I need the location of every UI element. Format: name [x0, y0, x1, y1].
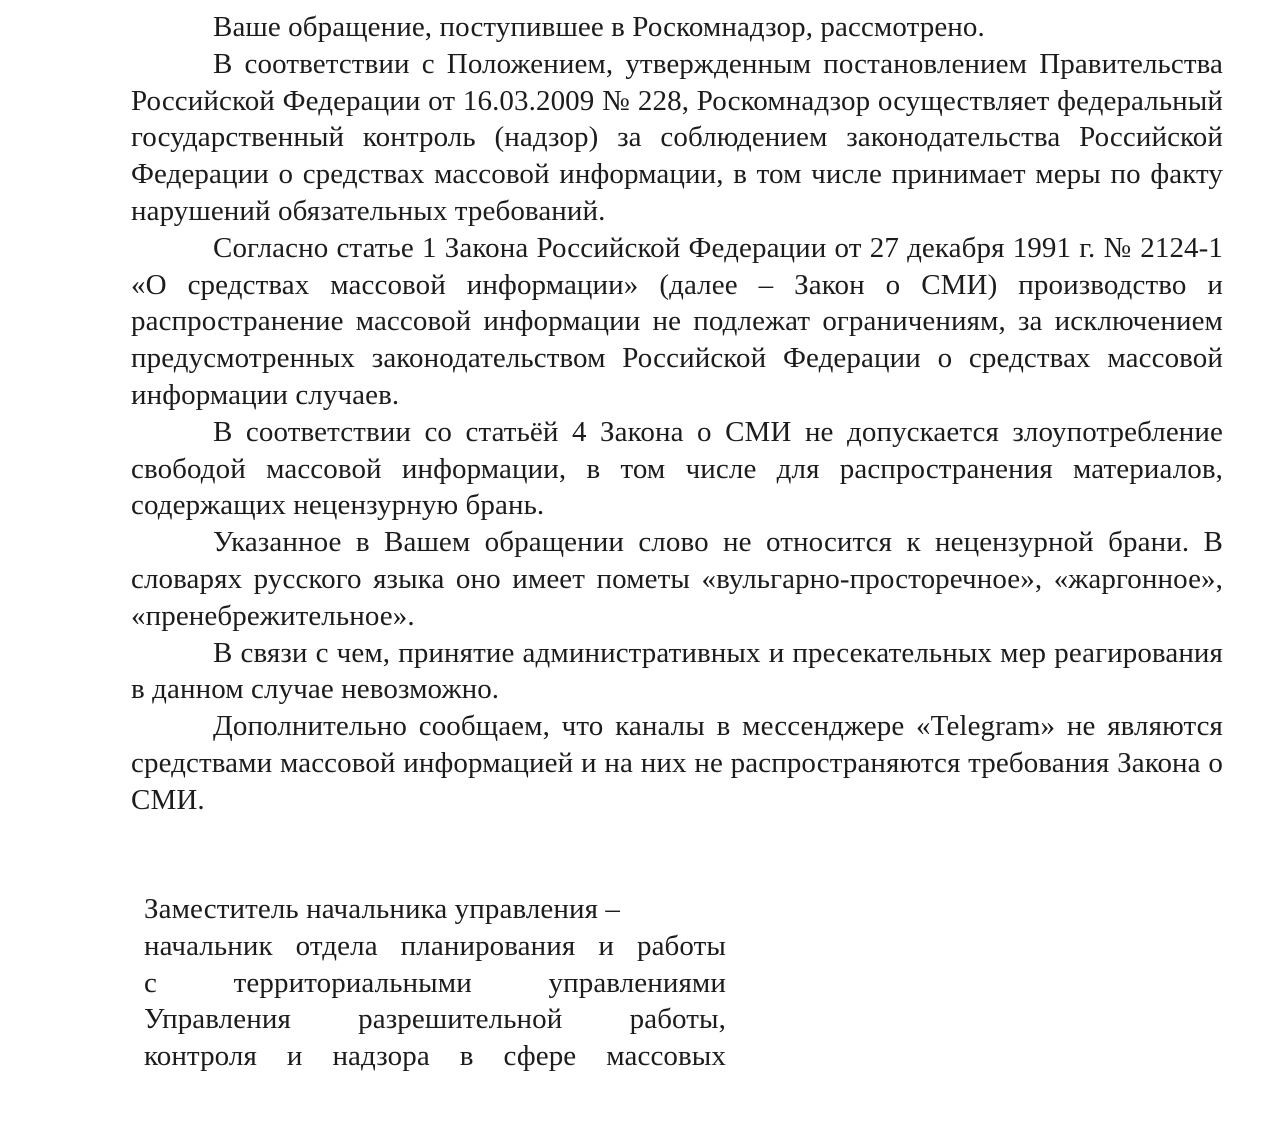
signature-line: с территориальными управлениями: [144, 966, 726, 999]
signature-block: [144, 891, 726, 1075]
paragraph-authority: В соответствии с Положением, утвержденным постановлением Правительства Российской Федерации от 16.03.2009 № 228, Роскомнадзор осуществляет федеральный государственный контроль (надзор) за соблюдением законодательства Российской Федерации о средствах массовой информации, в том числе принимает меры по факту нарушений обязательных требований.: [131, 47, 1223, 227]
paragraph-media-law: Согласно статье 1 Закона Российской Федерации от 27 декабря 1991 г. № 2124-1 «О средствах массовой информации» (далее – Закон о СМИ) производство и распространение массовой информации не подлежат ограничениям, за исключением предусмотренных законодательством Российской Федерации о средствах массовой информации случаев.: [131, 231, 1223, 411]
signature-line: начальник отдела планирования и работы: [144, 929, 726, 962]
paragraph-conclusion: В связи с чем, принятие административных и пресекательных мер реагирования в данном случае невозможно.: [131, 636, 1223, 706]
signature-line: Управления разрешительной работы,: [144, 1003, 726, 1036]
signature-line: Заместитель начальника управления –: [144, 893, 621, 925]
paragraph-telegram: Дополнительно сообщаем, что каналы в мессенджере «Telegram» не являются средствами массовой информацией и на них не распространяются требования Закона о СМИ.: [131, 710, 1223, 816]
paragraph-reviewed: Ваше обращение, поступившее в Роскомнадзор, рассмотрено.: [213, 11, 985, 43]
paragraph-word-assessment: Указанное в Вашем обращении слово не относится к нецензурной брани. В словарях русского языка оно имеет пометы «вульгарно-просторечное», «жаргонное», «пренебрежительное».: [131, 526, 1223, 632]
letter-body: [131, 9, 1223, 819]
paragraph-article-4: В соответствии со статьёй 4 Закона о СМИ не допускается злоупотребление свободой массовой информации, в том числе для распространения материалов, содержащих нецензурную брань.: [131, 415, 1223, 522]
signature-line: контроля и надзора в сфере массовых: [144, 1040, 726, 1073]
